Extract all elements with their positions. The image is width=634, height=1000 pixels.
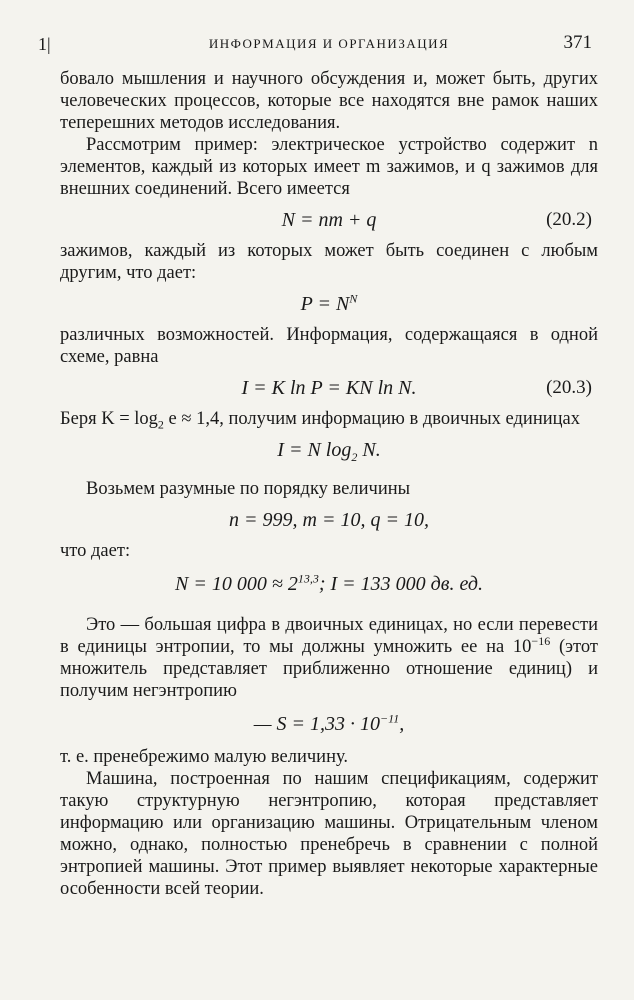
equation-negentropy-pre: — S = 1,33 · 10 xyxy=(253,713,381,735)
equation-20-3 xyxy=(60,368,598,408)
equation-i-log-sub: 2 xyxy=(351,450,358,464)
equation-20-3-body: I = K ln P = KN ln N. xyxy=(241,377,417,399)
equation-20-3-number: (20.3) xyxy=(546,377,592,398)
paragraph-4: различных возможностей. Информация, содержащаяся в одной схеме, равна xyxy=(60,325,598,367)
paragraph-8 xyxy=(60,614,598,702)
equation-negentropy xyxy=(60,702,598,746)
equation-p-base: P = N xyxy=(300,293,350,315)
paragraph-9: т. е. пренебрежимо малую величину. xyxy=(60,747,348,767)
page-body xyxy=(60,68,598,900)
paragraph-8-post: (этот множитель представляет приближенно отношение единиц) и получим негэнтропию xyxy=(60,637,598,701)
paragraph-2: Рассмотрим пример: электрическое устройство содержит n элементов, каждый из которых имеет m зажимов, и q зажимов для внешних соединений. Всего имеется xyxy=(60,135,598,199)
paragraph-1: бовало мышления и научного обсуждения и, может быть, других человеческих процессов, которые все находятся вне рамок наших теперешних методов исследования. xyxy=(60,69,598,133)
equation-p-n-n xyxy=(60,284,598,324)
equation-i-log-post: N. xyxy=(357,439,381,461)
equation-result-exp: 13,3 xyxy=(297,571,319,586)
running-header xyxy=(38,30,598,60)
equation-values-body: n = 999, m = 10, q = 10, xyxy=(229,509,429,531)
equation-20-2-body: N = nm + q xyxy=(281,209,377,231)
paragraph-5 xyxy=(60,408,598,430)
paragraph-6: Возьмем разумные по порядку величины xyxy=(86,479,411,499)
paragraph-3: зажимов, каждый из которых может быть соединен с любым другим, что дает: xyxy=(60,241,598,283)
margin-mark: 1| xyxy=(38,34,51,54)
equation-i-log-pre: I = N log xyxy=(277,439,352,461)
equation-result-post: ; I = 133 000 дв. ед. xyxy=(318,573,483,595)
paragraph-5-sub: 2 xyxy=(157,417,164,432)
equation-20-2 xyxy=(60,200,598,240)
page-number: 371 xyxy=(563,32,592,53)
paragraph-5-post: e ≈ 1,4, получим информацию в двоичных единицах xyxy=(163,409,580,429)
equation-i-log xyxy=(60,430,598,470)
equation-values xyxy=(60,500,598,540)
equation-p-exp: N xyxy=(349,291,358,306)
paragraph-7: что дает: xyxy=(60,541,131,561)
paragraph-10: Машина, построенная по нашим спецификациям, содержит такую структурную негэнтропию, которая представляет информацию или организацию машины. Отрицательным членом можно, однако, полностью пренебречь в сравнении с полной энтропией машины. Этот пример выявляет некоторые характерные особенности всей теории. xyxy=(60,769,598,899)
paragraph-8-exp: −16 xyxy=(531,633,551,648)
equation-negentropy-exp: −11 xyxy=(380,711,400,726)
paragraph-8-pre: Это — большая цифра в двоичных единицах, но если перевести в единицы энтропии, то мы должны умножить ее на 10 xyxy=(60,615,598,657)
equation-result-pre: N = 10 000 ≈ 2 xyxy=(175,573,298,595)
equation-result xyxy=(60,562,598,606)
paragraph-5-pre: Беря K = log xyxy=(60,409,158,429)
equation-negentropy-post: , xyxy=(399,713,405,735)
running-title: ИНФОРМАЦИЯ И ОРГАНИЗАЦИЯ xyxy=(208,36,450,51)
equation-20-2-number: (20.2) xyxy=(546,209,592,230)
